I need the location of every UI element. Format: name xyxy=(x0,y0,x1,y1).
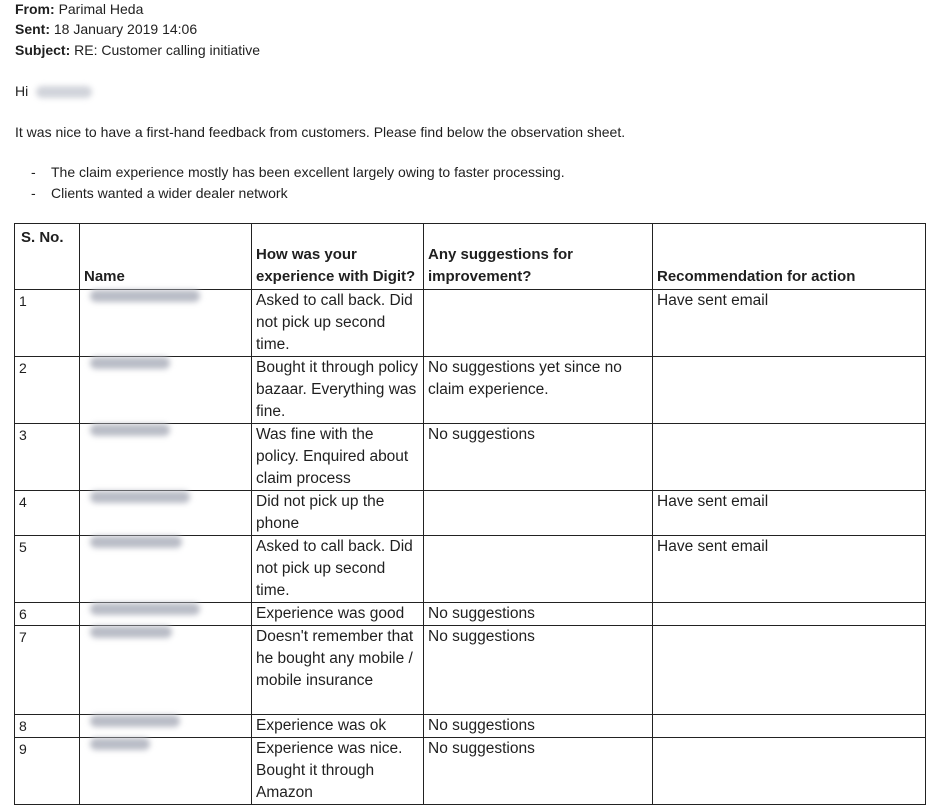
redacted-name xyxy=(90,290,200,302)
redacted-name xyxy=(90,424,170,436)
table-row xyxy=(15,290,926,357)
row-recommendation xyxy=(653,603,926,626)
row-experience: Was fine with the policy. Enquired about claim process xyxy=(252,424,424,491)
table-row xyxy=(15,357,926,424)
header-recommendation: Recommendation for action xyxy=(653,224,926,290)
row-recommendation xyxy=(653,715,926,738)
redacted-name-cell xyxy=(80,290,252,357)
redacted-name xyxy=(90,603,200,615)
row-suggestion: No suggestions xyxy=(424,626,653,715)
redacted-name-cell xyxy=(80,626,252,715)
row-sno: 1 xyxy=(15,290,80,357)
row-recommendation: Have sent email xyxy=(653,536,926,603)
header-experience: How was your experience with Digit? xyxy=(252,224,424,290)
row-suggestion xyxy=(424,536,653,603)
redacted-name xyxy=(90,536,182,548)
redacted-name xyxy=(90,357,170,369)
header-name: Name xyxy=(80,224,252,290)
row-experience: Experience was ok xyxy=(252,715,424,738)
row-experience: Doesn't remember that he bought any mobile / mobile insurance xyxy=(252,626,424,715)
row-suggestion xyxy=(424,491,653,536)
bullet-text: Clients wanted a wider dealer network xyxy=(51,185,288,201)
row-recommendation xyxy=(653,424,926,491)
row-sno: 4 xyxy=(15,491,80,536)
row-sno: 9 xyxy=(15,738,80,805)
row-suggestion: No suggestions xyxy=(424,424,653,491)
header-suggestions: Any suggestions for improvement? xyxy=(424,224,653,290)
from-value: Parimal Heda xyxy=(58,1,144,17)
row-recommendation xyxy=(653,738,926,805)
redacted-name xyxy=(90,715,180,727)
email-sent-line xyxy=(15,20,197,38)
row-sno: 6 xyxy=(15,603,80,626)
table-row xyxy=(15,491,926,536)
subject-label: Subject: xyxy=(15,42,71,58)
row-recommendation xyxy=(653,357,926,424)
redacted-name xyxy=(90,626,172,638)
greeting: Hi xyxy=(15,83,29,99)
row-sno: 5 xyxy=(15,536,80,603)
email-subject-line xyxy=(15,41,260,59)
bullet-dash: - xyxy=(31,164,36,180)
redacted-name-cell xyxy=(80,715,252,738)
table-row xyxy=(15,715,926,738)
row-sno: 8 xyxy=(15,715,80,738)
sent-label: Sent: xyxy=(15,21,50,37)
observation-table xyxy=(14,223,926,805)
table-row xyxy=(15,424,926,491)
row-experience: Asked to call back. Did not pick up second time. xyxy=(252,536,424,603)
greeting-line xyxy=(15,82,92,100)
bullet-item xyxy=(31,184,288,202)
row-sno: 2 xyxy=(15,357,80,424)
table-row xyxy=(15,603,926,626)
redacted-name-cell xyxy=(80,536,252,603)
intro-paragraph: It was nice to have a first-hand feedback from customers. Please find below the observation sheet. xyxy=(15,124,626,140)
subject-value: RE: Customer calling initiative xyxy=(74,42,261,58)
row-recommendation xyxy=(653,626,926,715)
header-sno: S. No. xyxy=(15,224,80,290)
row-experience: Did not pick up the phone xyxy=(252,491,424,536)
email-from-line xyxy=(15,0,143,18)
from-label: From: xyxy=(15,1,55,17)
row-experience: Asked to call back. Did not pick up second time. xyxy=(252,290,424,357)
bullet-text: The claim experience mostly has been excellent largely owing to faster processing. xyxy=(51,164,565,180)
row-experience: Bought it through policy bazaar. Everything was fine. xyxy=(252,357,424,424)
row-suggestion: No suggestions yet since no claim experience. xyxy=(424,357,653,424)
redacted-name-cell xyxy=(80,491,252,536)
row-suggestion: No suggestions xyxy=(424,738,653,805)
row-sno: 7 xyxy=(15,626,80,715)
row-suggestion: No suggestions xyxy=(424,715,653,738)
row-suggestion xyxy=(424,290,653,357)
row-experience: Experience was good xyxy=(252,603,424,626)
bullet-dash: - xyxy=(31,185,36,201)
bullet-item xyxy=(31,163,565,181)
table-row xyxy=(15,626,926,715)
row-suggestion: No suggestions xyxy=(424,603,653,626)
redacted-name-cell xyxy=(80,738,252,805)
row-sno: 3 xyxy=(15,424,80,491)
row-recommendation: Have sent email xyxy=(653,290,926,357)
redacted-name-cell xyxy=(80,603,252,626)
redacted-name-cell xyxy=(80,424,252,491)
redacted-recipient-name xyxy=(36,86,92,98)
redacted-name xyxy=(90,738,150,750)
row-recommendation: Have sent email xyxy=(653,491,926,536)
table-row xyxy=(15,738,926,805)
table-row xyxy=(15,536,926,603)
redacted-name xyxy=(90,491,190,503)
row-experience: Experience was nice. Bought it through Amazon xyxy=(252,738,424,805)
sent-value: 18 January 2019 14:06 xyxy=(53,21,198,37)
redacted-name-cell xyxy=(80,357,252,424)
table-header-row xyxy=(15,224,926,290)
